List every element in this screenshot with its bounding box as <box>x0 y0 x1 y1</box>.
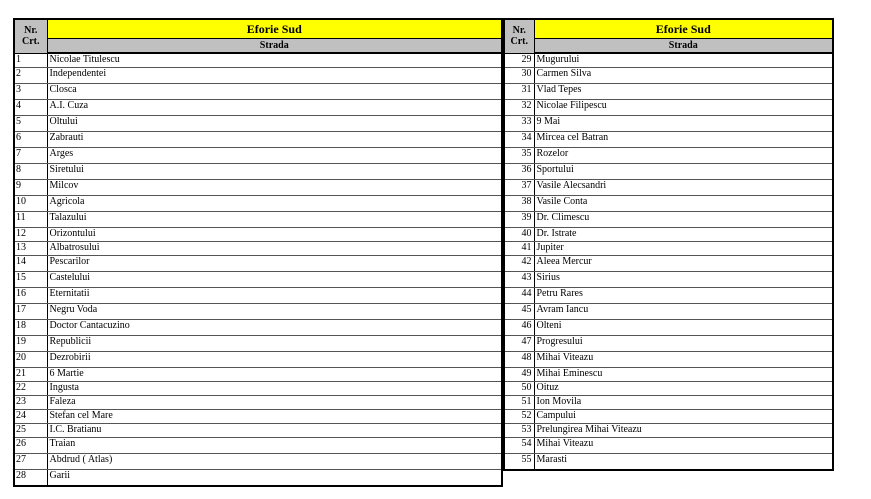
row-number: 12 <box>14 228 47 242</box>
table-row <box>504 272 833 288</box>
street-name: Nicolae Filipescu <box>534 100 833 116</box>
street-name: I.C. Bratianu <box>47 424 502 438</box>
row-number: 49 <box>504 368 534 382</box>
table-row <box>14 164 502 180</box>
table-row <box>14 180 502 196</box>
street-name: Marasti <box>534 454 833 471</box>
row-number: 35 <box>504 148 534 164</box>
street-name: Mihai Viteazu <box>534 352 833 368</box>
table-row <box>504 454 833 471</box>
street-name: Prelungirea Mihai Viteazu <box>534 424 833 438</box>
table-row <box>14 212 502 228</box>
row-number: 25 <box>14 424 47 438</box>
row-number: 52 <box>504 410 534 424</box>
table-row <box>504 68 833 84</box>
row-number: 3 <box>14 84 47 100</box>
street-name: Progresului <box>534 336 833 352</box>
locality-header: Eforie Sud <box>534 19 833 39</box>
row-number: 46 <box>504 320 534 336</box>
street-name: Dezrobirii <box>47 352 502 368</box>
row-number: 43 <box>504 272 534 288</box>
street-name: Nicolae Titulescu <box>47 53 502 68</box>
table-row <box>14 396 502 410</box>
street-name: Sportului <box>534 164 833 180</box>
table-row <box>504 424 833 438</box>
row-number: 37 <box>504 180 534 196</box>
row-number: 30 <box>504 68 534 84</box>
table-row <box>504 438 833 454</box>
table-row <box>14 116 502 132</box>
street-column-header: Strada <box>47 39 502 54</box>
row-number: 47 <box>504 336 534 352</box>
table-row <box>504 396 833 410</box>
table-row <box>14 438 502 454</box>
row-number: 39 <box>504 212 534 228</box>
street-name: Talazului <box>47 212 502 228</box>
street-name: Carmen Silva <box>534 68 833 84</box>
table-row <box>14 410 502 424</box>
row-number: 21 <box>14 368 47 382</box>
table-row <box>504 212 833 228</box>
row-number: 2 <box>14 68 47 84</box>
row-number: 53 <box>504 424 534 438</box>
street-name: Agricola <box>47 196 502 212</box>
street-name: Orizontului <box>47 228 502 242</box>
street-name: Oituz <box>534 382 833 396</box>
table-row <box>14 228 502 242</box>
table-row <box>14 470 502 487</box>
street-name: Siretului <box>47 164 502 180</box>
table-row <box>504 132 833 148</box>
street-name: Ingusta <box>47 382 502 396</box>
table-row <box>14 454 502 470</box>
street-name: Campului <box>534 410 833 424</box>
nr-header-line1: Nr. <box>24 25 38 37</box>
table-row <box>14 304 502 320</box>
row-number: 14 <box>14 256 47 272</box>
table-row <box>504 256 833 272</box>
row-number: 42 <box>504 256 534 272</box>
street-column-header: Strada <box>534 39 833 54</box>
row-number: 27 <box>14 454 47 470</box>
table-row <box>14 242 502 256</box>
row-number: 36 <box>504 164 534 180</box>
street-name: Mircea cel Batran <box>534 132 833 148</box>
row-number: 28 <box>14 470 47 487</box>
row-number: 13 <box>14 242 47 256</box>
nr-crt-header <box>504 19 534 53</box>
street-name: Stefan cel Mare <box>47 410 502 424</box>
row-number: 29 <box>504 53 534 68</box>
row-number: 20 <box>14 352 47 368</box>
table-row <box>504 100 833 116</box>
table-row <box>504 336 833 352</box>
row-number: 40 <box>504 228 534 242</box>
row-number: 19 <box>14 336 47 352</box>
row-number: 44 <box>504 288 534 304</box>
row-number: 22 <box>14 382 47 396</box>
table-row <box>14 382 502 396</box>
row-number: 54 <box>504 438 534 454</box>
street-name: 9 Mai <box>534 116 833 132</box>
street-name: Abdrud ( Atlas) <box>47 454 502 470</box>
table-row <box>504 116 833 132</box>
row-number: 32 <box>504 100 534 116</box>
street-name: A.I. Cuza <box>47 100 502 116</box>
table-row <box>504 53 833 68</box>
row-number: 18 <box>14 320 47 336</box>
street-table-right <box>503 18 834 471</box>
street-name: Vasile Conta <box>534 196 833 212</box>
street-name: Negru Voda <box>47 304 502 320</box>
street-name: Oltului <box>47 116 502 132</box>
street-name: Eternitatii <box>47 288 502 304</box>
row-number: 24 <box>14 410 47 424</box>
table-row <box>504 288 833 304</box>
row-number: 10 <box>14 196 47 212</box>
table-row <box>14 336 502 352</box>
row-number: 7 <box>14 148 47 164</box>
table-row <box>504 368 833 382</box>
row-number: 51 <box>504 396 534 410</box>
street-name: Closca <box>47 84 502 100</box>
street-name: Petru Rares <box>534 288 833 304</box>
table-row <box>14 132 502 148</box>
table-row <box>504 148 833 164</box>
table-row <box>14 196 502 212</box>
row-number: 45 <box>504 304 534 320</box>
table-row <box>14 272 502 288</box>
table-row <box>504 164 833 180</box>
street-name: Arges <box>47 148 502 164</box>
nr-header-line1: Nr. <box>512 25 526 37</box>
row-number: 1 <box>14 53 47 68</box>
row-number: 4 <box>14 100 47 116</box>
row-number: 38 <box>504 196 534 212</box>
street-name: Albatrosului <box>47 242 502 256</box>
row-number: 15 <box>14 272 47 288</box>
table-row <box>14 68 502 84</box>
street-name: Zabrauti <box>47 132 502 148</box>
row-number: 34 <box>504 132 534 148</box>
row-number: 6 <box>14 132 47 148</box>
table-row <box>504 228 833 242</box>
table-row <box>504 196 833 212</box>
row-number: 33 <box>504 116 534 132</box>
nr-header-line2: Crt. <box>22 36 40 48</box>
table-row <box>14 53 502 68</box>
table-row <box>14 368 502 382</box>
street-name: Castelului <box>47 272 502 288</box>
row-number: 31 <box>504 84 534 100</box>
street-name: Traian <box>47 438 502 454</box>
locality-header: Eforie Sud <box>47 19 502 39</box>
nr-header-line2: Crt. <box>510 36 528 48</box>
table-row <box>14 424 502 438</box>
table-row <box>14 84 502 100</box>
street-name: Pescarilor <box>47 256 502 272</box>
street-name: Sirius <box>534 272 833 288</box>
street-name: Rozelor <box>534 148 833 164</box>
street-name: Milcov <box>47 180 502 196</box>
table-row <box>504 242 833 256</box>
table-row <box>504 410 833 424</box>
street-name: Avram Iancu <box>534 304 833 320</box>
street-name: Dr. Climescu <box>534 212 833 228</box>
row-number: 41 <box>504 242 534 256</box>
table-row <box>504 180 833 196</box>
table-row <box>14 352 502 368</box>
row-number: 23 <box>14 396 47 410</box>
street-name: Independentei <box>47 68 502 84</box>
street-name: Republicii <box>47 336 502 352</box>
table-row <box>504 84 833 100</box>
table-row <box>14 256 502 272</box>
row-number: 55 <box>504 454 534 471</box>
table-row <box>504 352 833 368</box>
street-name: Faleza <box>47 396 502 410</box>
street-table-left <box>13 18 503 487</box>
street-name: Aleea Mercur <box>534 256 833 272</box>
row-number: 17 <box>14 304 47 320</box>
street-name: Doctor Cantacuzino <box>47 320 502 336</box>
street-name: Mihai Viteazu <box>534 438 833 454</box>
table-row <box>14 288 502 304</box>
row-number: 48 <box>504 352 534 368</box>
row-number: 8 <box>14 164 47 180</box>
row-number: 50 <box>504 382 534 396</box>
street-name: Olteni <box>534 320 833 336</box>
row-number: 26 <box>14 438 47 454</box>
street-name: Vasile Alecsandri <box>534 180 833 196</box>
street-name: Vlad Tepes <box>534 84 833 100</box>
row-number: 16 <box>14 288 47 304</box>
street-name: Mugurului <box>534 53 833 68</box>
row-number: 5 <box>14 116 47 132</box>
table-row <box>14 320 502 336</box>
nr-crt-header <box>14 19 47 53</box>
street-name: Dr. Istrate <box>534 228 833 242</box>
table-row <box>14 100 502 116</box>
street-name: Garii <box>47 470 502 487</box>
table-row <box>504 382 833 396</box>
row-number: 11 <box>14 212 47 228</box>
table-row <box>504 304 833 320</box>
street-name: Jupiter <box>534 242 833 256</box>
row-number: 9 <box>14 180 47 196</box>
table-row <box>504 320 833 336</box>
street-name: Mihai Eminescu <box>534 368 833 382</box>
table-row <box>14 148 502 164</box>
street-name: Ion Movila <box>534 396 833 410</box>
street-name: 6 Martie <box>47 368 502 382</box>
